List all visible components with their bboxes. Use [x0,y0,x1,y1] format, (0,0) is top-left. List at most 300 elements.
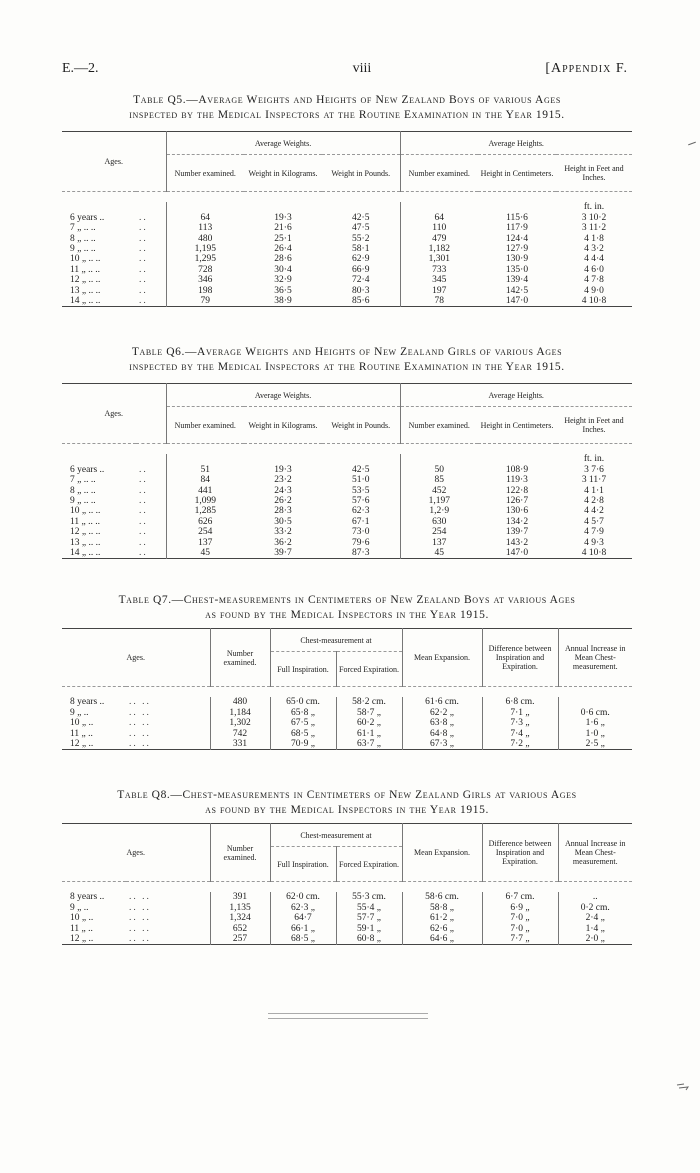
value-cell: 110 [400,223,478,233]
value-cell: 79 [166,296,244,307]
value-cell: 1,295 [166,254,244,264]
age-cell: 12 „ .. .. [70,275,101,286]
leader-dots: .. [139,475,148,486]
leader-dots: .. [139,485,148,496]
value-cell: 84 [166,475,244,485]
leader-dots: .. .. [129,923,151,934]
leader-dots: .. [139,212,148,223]
value-cell: 39·7 [274,548,292,559]
col-header-ages: Ages. [126,653,145,662]
col-header-forced-expiration: Forced Expiration. [336,652,402,687]
value-cell: 58·1 [352,244,370,255]
value-cell: 147·0 [505,548,529,559]
col-header-kilograms: Weight in Kilograms. [248,420,318,430]
value-cell: 135·0 [505,264,529,275]
value-cell: 3 11·2 [581,223,607,234]
value-cell: 4 3·2 [584,244,604,255]
leader-dots: .. .. [129,697,151,708]
caption-line: Table Q8.—Chest-measurements in Centimeters of New Zealand Girls at various Ages [117,789,577,801]
table-body [62,444,632,559]
value-cell: 79·6 [352,537,370,548]
value-cell: 64 [166,213,244,223]
value-cell: 6·7 cm. [482,892,558,902]
value-cell: 47·5 [352,223,370,234]
value-cell: 58·8 „ [402,903,482,913]
leader-dots: .. [139,233,148,244]
value-cell: 45 [400,548,478,559]
leader-dots: .. .. [129,707,151,718]
age-cell: 12 „ .. [70,934,94,945]
value-cell: 7·1 „ [482,708,558,718]
value-cell: 67·3 „ [402,739,482,750]
value-cell: 66·9 [352,264,370,275]
value-cell: 1,285 [166,506,244,516]
group-header-chest: Chest-measurement at [270,629,402,652]
table-row [62,913,632,923]
age-cell: 13 „ .. .. [70,285,101,296]
value-cell: 28·3 [274,506,292,517]
value-cell: 143·2 [505,537,529,548]
caption-line: as found by the Medical Inspectors in the Year 1915. [205,804,489,816]
appendix-label: [Appendix F. [545,61,628,76]
col-header-centimeters: Height in Centimeters. [480,168,554,178]
col-header-mean-expansion: Mean Expansion. [402,629,482,687]
leader-dots: .. .. [129,902,151,913]
table-row [62,934,632,945]
value-cell: 72·4 [352,275,370,286]
col-header-number: Number examined. [400,155,478,192]
col-header-number: Number examined. [210,629,270,687]
value-cell: 137 [166,538,244,548]
value-cell: 55·4 „ [336,903,402,913]
age-cell: 9 „ .. .. [70,244,96,255]
leader-dots: .. [139,548,148,559]
table-body [62,882,632,945]
col-header-feet-inches: Height in Feet and Inches. [564,164,624,182]
value-cell: 7·4 „ [482,729,558,739]
col-header-full-inspiration: Full Inspiration. [270,847,336,882]
value-cell: 480 [166,234,244,244]
value-cell: 19·3 [274,212,292,223]
col-header-kilograms: Weight in Kilograms. [248,168,318,178]
value-cell: 652 [210,924,270,934]
value-cell: 2·5 „ [558,739,632,750]
value-cell: 0·2 cm. [558,903,632,913]
value-cell: 479 [400,234,478,244]
value-cell: 25·1 [274,233,292,244]
leader-dots: .. [139,275,148,286]
age-cell: 10 „ .. [70,913,94,924]
table-row [62,729,632,739]
value-cell: 64·8 „ [402,729,482,739]
value-cell: 480 [210,697,270,707]
age-cell: 8 „ .. .. [70,233,96,244]
value-cell: 3 10·2 [581,212,607,223]
margin-mark [688,142,696,146]
col-header-centimeters: Height in Centimeters. [480,420,554,430]
col-header-number: Number examined. [210,824,270,882]
value-cell: 1,099 [166,496,244,506]
value-cell: 0·6 cm. [558,708,632,718]
value-cell: 33·2 [274,527,292,538]
value-cell: 63·8 „ [402,718,482,728]
age-cell: 10 „ .. .. [70,254,101,265]
value-cell: 742 [210,729,270,739]
value-cell: 4 2·8 [584,496,604,507]
value-cell: 3 7·6 [584,464,604,475]
value-cell: 4 6·0 [584,264,604,275]
col-header-pounds: Weight in Pounds. [331,420,391,430]
col-header-difference: Difference between Inspiration and Expiration. [482,824,558,882]
value-cell: 57·7 „ [336,913,402,923]
value-cell: 51·0 [352,475,370,486]
value-cell: 58·6 cm. [402,892,482,902]
age-cell: 10 „ .. [70,718,94,729]
value-cell: 728 [166,265,244,275]
value-cell: 6·8 cm. [482,697,558,707]
age-cell: 6 years .. [70,464,105,475]
value-cell: 127·9 [505,244,529,255]
table-row [62,213,632,223]
leader-dots: .. [139,464,148,475]
table-row [62,254,632,264]
age-cell: 14 „ .. .. [70,548,101,559]
margin-mark [676,1083,690,1091]
value-cell: 7·2 „ [482,739,558,750]
value-cell: 119·3 [506,475,528,486]
table-row [62,548,632,559]
table-row [62,718,632,728]
leader-dots: .. [139,537,148,548]
age-cell: 13 „ .. .. [70,537,101,548]
col-header-number: Number examined. [166,155,244,192]
value-cell: 139·4 [505,275,529,286]
col-header-ages: Ages. [104,157,123,166]
value-cell: 38·9 [274,296,292,307]
value-cell: 4 10·8 [581,548,607,559]
age-cell: 6 years .. [70,212,105,223]
value-cell: 61·1 „ [336,729,402,739]
value-cell: 4 7·9 [584,527,604,538]
leader-dots: .. [139,527,148,538]
value-cell: 80·3 [352,285,370,296]
caption-line: Table Q7.—Chest-measurements in Centimeters of New Zealand Boys at various Ages [118,594,576,606]
value-cell: 62·9 [352,254,370,265]
col-header-annual-increase: Annual Increase in Mean Chest-measurement. [558,629,632,687]
value-cell: 62·6 „ [402,924,482,934]
table-q7-caption [62,593,632,623]
group-header-heights: Average Heights. [400,384,632,407]
value-cell: 4 9·3 [584,537,604,548]
value-cell: 85 [400,475,478,485]
footer-rule [268,1013,428,1019]
age-cell: 11 „ .. [70,728,93,739]
table-q7 [62,628,632,750]
value-cell: 19·3 [274,464,292,475]
value-cell: 62·3 „ [270,903,336,913]
value-cell: 73·0 [352,527,370,538]
value-cell: 115·6 [506,212,528,223]
value-cell: 70·9 „ [270,739,336,750]
value-cell: 62·0 cm. [270,892,336,902]
value-cell: 1,302 [210,718,270,728]
value-cell: 1,195 [166,244,244,254]
value-cell: 61·6 cm. [402,697,482,707]
value-cell: 7·0 „ [482,924,558,934]
value-cell: 87·3 [352,548,370,559]
value-cell: 1,2·9 [400,506,478,516]
col-header-annual-increase: Annual Increase in Mean Chest-measurement. [558,824,632,882]
value-cell: 68·5 „ [270,729,336,739]
col-header-ages: Ages. [126,848,145,857]
value-cell: 346 [166,275,244,285]
table-row [62,903,632,913]
age-cell: 14 „ .. .. [70,296,101,307]
value-cell: 26·2 [274,496,292,507]
caption-line: Table Q5.—Average Weights and Heights of New Zealand Boys of various Ages [133,94,561,106]
value-cell: 1·4 „ [558,924,632,934]
value-cell: 45 [166,548,244,559]
group-header-weights: Average Weights. [166,132,400,155]
leader-dots: .. [139,516,148,527]
value-cell: 67·5 „ [270,718,336,728]
group-header-heights: Average Heights. [400,132,632,155]
col-header-full-inspiration: Full Inspiration. [270,652,336,687]
value-cell: 331 [210,739,270,750]
value-cell: 58·2 cm. [336,697,402,707]
age-cell: 12 „ .. [70,739,94,750]
value-cell: 113 [166,223,244,233]
value-cell: 7·3 „ [482,718,558,728]
leader-dots: .. .. [129,913,151,924]
leader-dots: .. [139,496,148,507]
table-body [62,687,632,750]
leader-dots: .. [139,264,148,275]
group-header-chest: Chest-measurement at [270,824,402,847]
value-cell: 64 [400,213,478,223]
unit-label: ft. in. [583,454,605,465]
leader-dots: .. [139,285,148,296]
value-cell: 130·6 [505,506,529,517]
leader-dots: .. .. [129,718,151,729]
value-cell: 1,184 [210,708,270,718]
leader-dots: .. [139,244,148,255]
table-row [62,475,632,485]
table-row [62,708,632,718]
value-cell: 65·0 cm. [270,697,336,707]
value-cell: 1,135 [210,903,270,913]
value-cell: 441 [166,486,244,496]
table-row [62,223,632,233]
col-header-pounds: Weight in Pounds. [331,168,391,178]
value-cell: 28·6 [274,254,292,265]
value-cell: 630 [400,517,478,527]
value-cell: 124·4 [505,233,529,244]
value-cell: 66·1 „ [270,924,336,934]
value-cell: 59·1 „ [336,924,402,934]
table-row [62,697,632,707]
value-cell: 1,197 [400,496,478,506]
value-cell: 7·7 „ [482,934,558,945]
table-row [62,517,632,527]
caption-line: inspected by the Medical Inspectors at the Routine Examination in the Year 1915. [129,361,565,373]
table-row [62,924,632,934]
value-cell: 108·9 [505,464,529,475]
value-cell: 21·6 [274,223,292,234]
age-cell: 8 years .. [70,697,105,708]
table-q5-caption [62,93,632,123]
value-cell: 4 4·4 [584,254,604,265]
value-cell: 68·5 „ [270,934,336,945]
table-row [62,527,632,537]
value-cell: 198 [166,286,244,296]
value-cell: 254 [166,527,244,537]
value-cell: 134·2 [505,516,529,527]
value-cell: 4 7·8 [584,275,604,286]
value-cell: 62·3 [352,506,370,517]
table-row [62,275,632,285]
value-cell: 197 [400,286,478,296]
col-header-forced-expiration: Forced Expiration. [336,847,402,882]
value-cell: 1·6 „ [558,718,632,728]
value-cell: 42·5 [352,212,370,223]
value-cell: 1,182 [400,244,478,254]
table-row [62,739,632,750]
value-cell: 61·2 „ [402,913,482,923]
table-row [62,244,632,254]
leader-dots: .. .. [129,934,151,945]
age-cell: 11 „ .. .. [70,516,100,527]
age-cell: 12 „ .. .. [70,527,101,538]
value-cell: 67·1 [352,516,370,527]
caption-line: as found by the Medical Inspectors in the Year 1915. [205,609,489,621]
value-cell: 65·8 „ [270,708,336,718]
leader-dots: .. .. [129,739,151,750]
value-cell: 126·7 [505,496,529,507]
page-header [62,61,628,77]
value-cell: 64·7 [270,913,336,923]
value-cell: 57·6 [352,496,370,507]
value-cell: 24·3 [274,485,292,496]
table-body [62,192,632,307]
age-cell: 9 „ .. [70,902,89,913]
age-cell: 11 „ .. [70,923,93,934]
table-row [62,486,632,496]
table-row [62,234,632,244]
value-cell: 139·7 [505,527,529,538]
col-header-ages: Ages. [104,409,123,418]
value-cell: 147·0 [505,296,529,307]
value-cell: 30·5 [274,516,292,527]
col-header-mean-expansion: Mean Expansion. [402,824,482,882]
value-cell: 345 [400,275,478,285]
value-cell: 51 [166,465,244,475]
value-cell: 55·2 [352,233,370,244]
value-cell: 1,324 [210,913,270,923]
col-header-number: Number examined. [400,407,478,444]
leader-dots: .. [139,254,148,265]
unit-label: ft. in. [583,202,605,213]
caption-line: Table Q6.—Average Weights and Heights of New Zealand Girls of various Ages [131,346,563,358]
value-cell: 62·2 „ [402,708,482,718]
value-cell: 117·9 [506,223,528,234]
value-cell [558,697,632,707]
table-row [62,286,632,296]
value-cell: 36·2 [274,537,292,548]
value-cell: 4 9·0 [584,285,604,296]
value-cell: 60·2 „ [336,718,402,728]
page-code: E.—2. [62,61,99,76]
age-cell: 9 „ .. .. [70,496,96,507]
value-cell: 2·4 „ [558,913,632,923]
leader-dots: .. .. [129,728,151,739]
col-header-difference: Difference between Inspiration and Expiration. [482,629,558,687]
table-q6 [62,383,632,559]
value-cell: 64·6 „ [402,934,482,945]
value-cell: 26·4 [274,244,292,255]
age-cell: 9 „ .. [70,707,89,718]
value-cell: 7·0 „ [482,913,558,923]
value-cell: 60·8 „ [336,934,402,945]
group-header-weights: Average Weights. [166,384,400,407]
value-cell: 142·5 [505,285,529,296]
table-row [62,506,632,516]
value-cell: 4 4·2 [584,506,604,517]
caption-line: inspected by the Medical Inspectors at the Routine Examination in the Year 1915. [129,109,565,121]
value-cell: 55·3 cm. [336,892,402,902]
leader-dots: .. .. [129,892,151,903]
value-cell: 78 [400,296,478,307]
value-cell: 30·4 [274,264,292,275]
col-header-feet-inches: Height in Feet and Inches. [564,416,624,434]
value-cell: 32·9 [274,275,292,286]
leader-dots: .. [139,296,148,307]
value-cell: 23·2 [274,475,292,486]
age-cell: 11 „ .. .. [70,264,100,275]
table-row [62,296,632,307]
table-row [62,465,632,475]
value-cell: 3 11·7 [581,475,607,486]
table-row [62,892,632,902]
table-q6-caption [62,345,632,375]
age-cell: 8 „ .. .. [70,485,96,496]
value-cell: 391 [210,892,270,902]
age-cell: 7 „ .. .. [70,475,96,486]
table-row [62,538,632,548]
age-cell: 7 „ .. .. [70,223,96,234]
value-cell: 4 1·1 [584,485,604,496]
value-cell: 53·5 [352,485,370,496]
value-cell: 1,301 [400,254,478,264]
value-cell: 6·9 „ [482,903,558,913]
page-number: viii [352,61,372,76]
value-cell: 2·0 „ [558,934,632,945]
value-cell: 254 [400,527,478,537]
value-cell: 1·0 „ [558,729,632,739]
leader-dots: .. [139,223,148,234]
table-q8-caption [62,788,632,818]
value-cell: 122·8 [505,485,529,496]
value-cell: 4 5·7 [584,516,604,527]
value-cell: 4 10·8 [581,296,607,307]
value-cell: 58·7 „ [336,708,402,718]
value-cell: 626 [166,517,244,527]
value-cell: 130·9 [505,254,529,265]
value-cell: .. [558,892,632,902]
value-cell: 4 1·8 [584,233,604,244]
leader-dots: .. [139,506,148,517]
table-row [62,496,632,506]
